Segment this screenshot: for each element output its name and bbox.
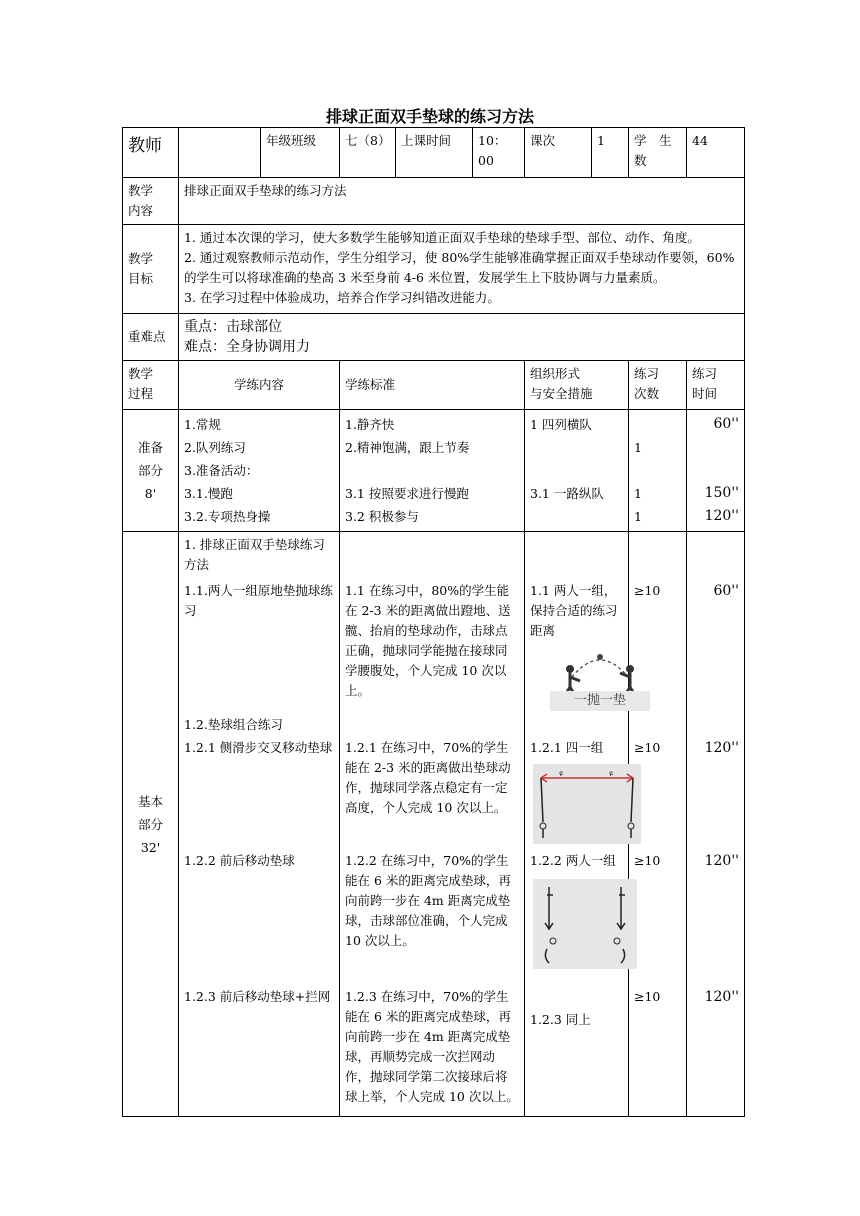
list-item: 1.静齐快	[345, 417, 395, 432]
list-item: 150''	[704, 485, 739, 501]
col-header-reps: 练习 次数	[629, 361, 687, 410]
grade-value: 七（8）	[340, 128, 396, 178]
goal-item: 2. 通过观察教师示范动作，学生分组学习，使 80%学生能够准确掌握正面双手垫球动作要领，60%的学生可以将球准确的垫高 3 米至身前 4-6 米位置，发展学生上下肢协调与力量素质。	[184, 250, 735, 285]
content-label: 教学 内容	[123, 178, 179, 225]
document-title: 排球正面双手垫球的练习方法	[325, 107, 534, 126]
lesson-plan-table	[122, 127, 745, 1117]
list-item	[634, 459, 681, 482]
list-item: 1.常规	[184, 417, 221, 432]
content-row	[123, 178, 745, 225]
list-item	[692, 436, 739, 459]
list-item: 1 四列横队	[530, 417, 592, 432]
key-points-label: 重难点	[123, 314, 179, 361]
list-item	[530, 505, 623, 528]
col-header-organization: 组织形式 与安全措施	[525, 361, 629, 410]
session-value: 1	[592, 128, 629, 178]
teacher-value	[179, 128, 261, 178]
list-item: 3.1 一路纵队	[530, 486, 604, 501]
exercise-4-time: 120''	[704, 989, 739, 1005]
prep-label: 准备 部分 8'	[123, 410, 179, 532]
exercise-2-content: 1.2.1 侧滑步交叉移动垫球	[184, 740, 333, 755]
time-label: 上课时间	[396, 128, 473, 178]
exercise-4-standard: 1.2.3 在练习中，70%的学生能在 6 米的距离完成垫球，再向前跨一步在 4m 距离完成垫球，再顺势完成一次拦网动作，抛球同学第二次接球后将球上举，个人完成 10 次以上。	[345, 989, 519, 1104]
toss-dig-illustration	[550, 647, 650, 711]
list-item: 1	[634, 440, 642, 455]
list-item: 1	[634, 509, 642, 524]
key-point: 重点：击球部位	[184, 319, 282, 335]
students-value: 44	[687, 128, 745, 178]
list-item	[530, 459, 623, 482]
basic-label: 基本 部分 32'	[123, 532, 179, 1117]
goals-list	[179, 225, 745, 314]
prep-reps	[629, 410, 687, 532]
difficult-point: 难点：全身协调用力	[184, 339, 310, 355]
goals-label: 教学 目标	[123, 225, 179, 314]
list-item: 2.队列练习	[184, 440, 246, 455]
prep-row	[123, 410, 745, 532]
exercise-4-organization: 1.2.3 同上	[530, 1012, 591, 1027]
arrow-diagram-icon	[533, 764, 641, 844]
key-points-row	[123, 314, 745, 361]
goal-item: 1. 通过本次课的学习，使大多数学生能够知道正面双手垫球的垫球手型、部位、动作、角度。	[184, 230, 700, 245]
list-item: 2.精神饱满，跟上节奏	[345, 440, 470, 455]
list-item	[634, 413, 681, 436]
teacher-label: 教师	[123, 128, 179, 178]
forward-back-drill-diagram	[533, 879, 637, 969]
lateral-drill-diagram	[533, 764, 641, 844]
basic-organization	[525, 532, 629, 1117]
list-item: 3.2 积极参与	[345, 509, 419, 524]
exercise-2-organization: 1.2.1 四一组 ዩ ዩ	[530, 738, 623, 851]
exercise-2-standard: 1.2.1 在练习中，70%的学生能在 2-3 米的距离做出垫球动作，抛球同学落点稳定有一定高度，个人完成 10 次以上。	[345, 740, 511, 815]
prep-organization	[525, 410, 629, 532]
exercise-4-content: 1.2.3 前后移动垫球+拦网	[184, 989, 331, 1004]
key-points-list	[179, 314, 745, 361]
col-header-standard: 学练标准	[340, 361, 525, 410]
combo-title: 1.2.垫球组合练习	[184, 717, 283, 732]
list-item	[692, 459, 739, 482]
list-item	[530, 436, 623, 459]
list-item: 120''	[704, 508, 739, 524]
process-label: 教学 过程	[123, 361, 179, 410]
goal-item: 3. 在学习过程中体验成功，培养合作学习纠错改进能力。	[184, 290, 500, 305]
time-value: 10：00	[473, 128, 525, 178]
svg-text:ዩ: ዩ	[609, 769, 613, 778]
list-item: 3.1 按照要求进行慢跑	[345, 486, 469, 501]
exercise-1-standard: 1.1 在练习中，80%的学生能在 2-3 米的距离做出蹬地、送髋、抬肩的垫球动作，击球点正确，抛球同学能抛在接球同学腰腹处，个人完成 10 次以上。	[345, 583, 511, 698]
exercise-3-organization: 1.2.2 两人一组	[530, 851, 623, 987]
prep-standard	[340, 410, 525, 532]
basic-time	[687, 532, 745, 1117]
grade-label: 年级班级	[261, 128, 340, 178]
session-label: 课次	[525, 128, 592, 178]
prep-content	[179, 410, 340, 532]
list-item: 3.准备活动：	[184, 463, 259, 478]
arrow-diagram-icon	[533, 879, 637, 969]
prep-time	[687, 410, 745, 532]
basic-row	[123, 532, 745, 1117]
exercise-3-content: 1.2.2 前后移动垫球	[184, 853, 295, 868]
list-item	[345, 459, 519, 482]
col-header-content: 学练内容	[179, 361, 340, 410]
exercise-3-standard: 1.2.2 在练习中，70%的学生能在 6 米的距离完成垫球，再向前跨一步在 4m 距离完成垫球，击球部位准确，个人完成 10 次以上。	[345, 853, 511, 948]
exercise-3-reps: ≥10	[634, 853, 661, 868]
goals-row	[123, 225, 745, 314]
header-row	[123, 128, 745, 178]
content-value: 排球正面双手垫球的练习方法	[179, 178, 745, 225]
list-item: 3.2.专项热身操	[184, 509, 271, 524]
process-header-row	[123, 361, 745, 410]
svg-text:ዩ: ዩ	[559, 769, 563, 778]
exercise-1-reps: ≥10	[634, 583, 661, 598]
basic-standard	[340, 532, 525, 1117]
exercise-1-time: 60''	[713, 583, 739, 599]
list-item: 60''	[713, 416, 739, 432]
exercise-4-reps: ≥10	[634, 989, 661, 1004]
list-item: 1	[634, 486, 642, 501]
section-title: 1. 排球正面双手垫球练习方法	[184, 537, 325, 572]
exercise-3-time: 120''	[704, 853, 739, 869]
exercise-2-time: 120''	[704, 740, 739, 756]
image-caption: 一抛一垫	[550, 691, 650, 711]
col-header-time: 练习 时间	[687, 361, 745, 410]
exercise-2-reps: ≥10	[634, 740, 661, 755]
list-item: 3.1.慢跑	[184, 486, 233, 501]
basic-content	[179, 532, 340, 1117]
exercise-1-content: 1.1.两人一组原地垫抛球练习	[184, 583, 333, 618]
exercise-1-organization: 1.1 两人一组，保持合适的练习距离 一抛一垫	[530, 581, 623, 738]
students-label: 学 生 数	[629, 128, 687, 178]
